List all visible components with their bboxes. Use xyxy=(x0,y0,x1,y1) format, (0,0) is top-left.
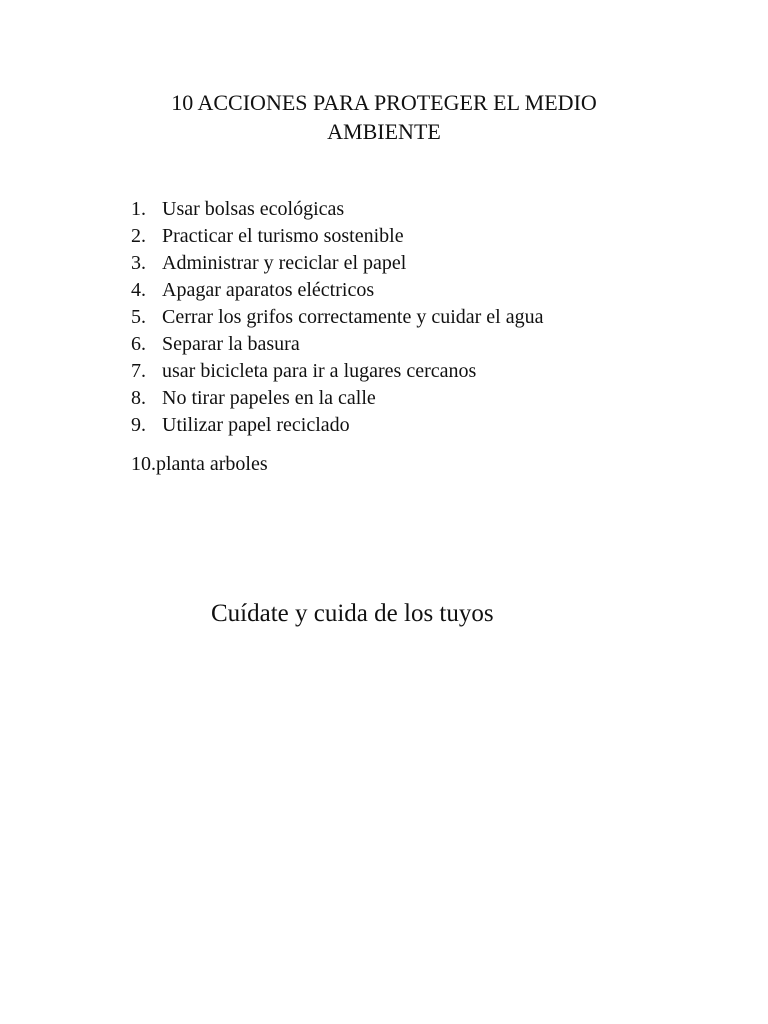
list-item-text: usar bicicleta para ir a lugares cercanos xyxy=(162,360,477,382)
title-line-1: 10 ACCIONES PARA PROTEGER EL MEDIO xyxy=(171,90,597,115)
title-line-2: AMBIENTE xyxy=(327,119,441,144)
list-item-number: 1. xyxy=(131,198,146,220)
list-item-text: Apagar aparatos eléctricos xyxy=(162,279,375,301)
list-item-number: 4. xyxy=(131,279,146,301)
list-item xyxy=(131,250,543,277)
list-item-text: Separar la basura xyxy=(162,333,300,355)
list-item-number: 9. xyxy=(131,414,146,436)
list-item-number: 7. xyxy=(131,360,146,382)
list-item-number: 8. xyxy=(131,387,146,409)
page-title xyxy=(0,88,768,146)
list-item-text: Cerrar los grifos correctamente y cuidar el agua xyxy=(162,306,544,328)
list-item-number: 6. xyxy=(131,333,146,355)
actions-list xyxy=(131,196,543,439)
list-item-number: 5. xyxy=(131,306,146,328)
list-item xyxy=(131,223,543,250)
list-item-number: 3. xyxy=(131,252,146,274)
list-item xyxy=(131,385,543,412)
list-item-number: 2. xyxy=(131,225,146,247)
list-item xyxy=(131,196,543,223)
slogan-text: Cuídate y cuida de los tuyos xyxy=(211,600,494,627)
list-item xyxy=(131,358,543,385)
list-item-text: Administrar y reciclar el papel xyxy=(162,252,407,274)
list-item-text: Practicar el turismo sostenible xyxy=(162,225,404,247)
list-item-text: Utilizar papel reciclado xyxy=(162,414,350,436)
list-item xyxy=(131,331,543,358)
list-item xyxy=(131,277,543,304)
list-item xyxy=(131,412,543,439)
list-item xyxy=(131,304,543,331)
list-item-text: Usar bolsas ecológicas xyxy=(162,198,345,220)
list-item-10: 10.planta arboles xyxy=(131,453,268,475)
list-item-text: No tirar papeles en la calle xyxy=(162,387,376,409)
